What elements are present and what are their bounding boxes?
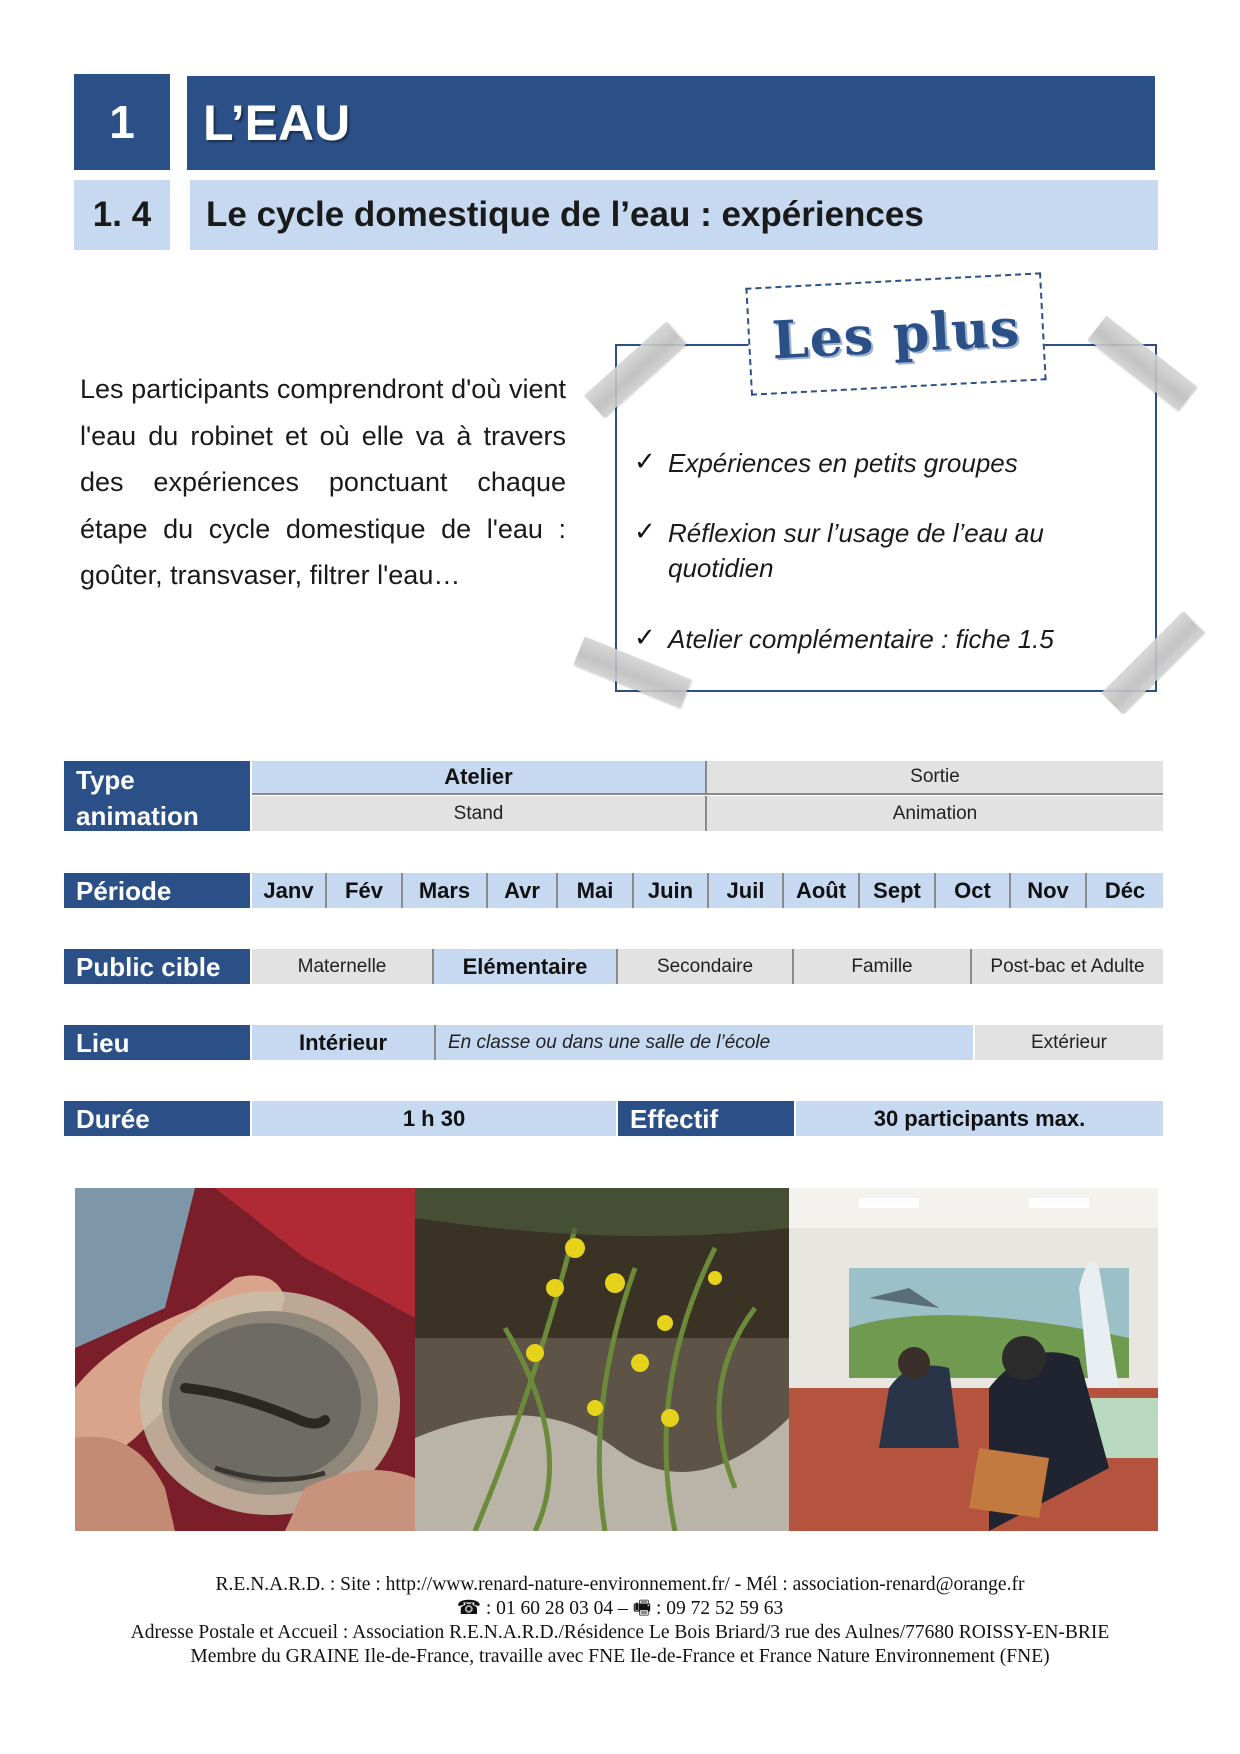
month-cell: Oct (936, 873, 1011, 908)
duree-value: 1 h 30 (252, 1101, 616, 1136)
photo-classroom (789, 1188, 1158, 1531)
footer-phone-line (0, 1597, 1240, 1621)
month-cell: Sept (860, 873, 936, 908)
month-cell: Janv (252, 873, 327, 908)
month-cell: Mars (403, 873, 488, 908)
phone-icon: ☎ (456, 1598, 482, 1619)
plus-item-text: Réflexion sur l’usage de l’eau au quotidien (668, 518, 1044, 583)
public-option: Secondaire (618, 949, 794, 984)
plus-item-text: Expériences en petits groupes (668, 448, 1018, 478)
les-plus-title: Les plus (770, 297, 1022, 371)
type-animation-label: Type animation (64, 761, 250, 831)
month-cell: Juil (709, 873, 784, 908)
month-cell: Avr (488, 873, 558, 908)
lieu-interieur: Intérieur (252, 1025, 436, 1060)
type-stand: Stand (252, 796, 707, 831)
month-cell: Juin (634, 873, 709, 908)
public-option: Famille (794, 949, 972, 984)
footer-fax: : 09 72 52 59 63 (651, 1598, 784, 1619)
footer-membership-line: Membre du GRAINE Ile-de-France, travaille avec FNE Ile-de-France et France Nature Environnement (FNE) (190, 1646, 1050, 1667)
lieu-detail: En classe ou dans une salle de l’école (436, 1025, 973, 1060)
month-cell: Déc (1104, 877, 1146, 903)
photo-yellow-flowers (415, 1188, 789, 1531)
month-cell: Août (784, 873, 860, 908)
check-icon: ✓ (634, 446, 656, 476)
section-number: 1. 4 (74, 180, 170, 250)
public-option: Post-bac et Adulte (972, 949, 1163, 984)
month-cell: Fév (327, 873, 403, 908)
public-cible-row (252, 949, 1163, 984)
check-icon: ✓ (634, 622, 656, 652)
lieu-row (252, 1025, 1163, 1060)
chapter-title: L’EAU (187, 76, 1155, 170)
type-atelier: Atelier (252, 761, 707, 795)
month-cell: Mai (558, 873, 634, 908)
check-icon: ✓ (634, 516, 656, 546)
periode-label: Période (64, 873, 250, 908)
photo-larva-in-jar (75, 1188, 415, 1531)
type-animation: Animation (707, 796, 1163, 831)
duree-label: Durée (64, 1101, 250, 1136)
intro-paragraph: Les participants comprendront d'où vient l'eau du robinet et où elle va à travers des expériences ponctuant chaque étape du cycle domestique de l'eau : goûter, transvaser, filtrer l'eau… (80, 374, 566, 590)
type-sortie: Sortie (707, 761, 1163, 795)
footer-phone: : 01 60 28 03 04 – (481, 1598, 633, 1619)
periode-row (252, 873, 1163, 908)
plus-item (634, 622, 1118, 657)
plus-item-text: Atelier complémentaire : fiche 1.5 (668, 624, 1054, 654)
plus-item (634, 446, 1118, 481)
public-option: Maternelle (252, 949, 434, 984)
les-plus-title-box (745, 272, 1046, 395)
chapter-number: 1 (74, 74, 170, 170)
plus-item (634, 516, 1118, 586)
section-title: Le cycle domestique de l’eau : expériences (190, 180, 1158, 250)
month-cell: Nov (1011, 873, 1087, 908)
public-option: Elémentaire (434, 949, 618, 984)
footer-contact-line: R.E.N.A.R.D. : Site : http://www.renard-nature-environnement.fr/ - Mél : association-renard@orange.fr (215, 1574, 1025, 1595)
effectif-value: 30 participants max. (796, 1101, 1163, 1136)
effectif-label: Effectif (618, 1101, 794, 1136)
lieu-label: Lieu (64, 1025, 250, 1060)
lieu-exterieur: Extérieur (973, 1025, 1163, 1060)
public-cible-label: Public cible (64, 949, 250, 984)
fax-icon: 🖷 (632, 1598, 652, 1619)
footer (0, 1573, 1240, 1669)
footer-address-line: Adresse Postale et Accueil : Association R.E.N.A.R.D./Résidence Le Bois Briard/3 rue des Aulnes/77680 ROISSY-EN-BRIE (130, 1622, 1110, 1643)
